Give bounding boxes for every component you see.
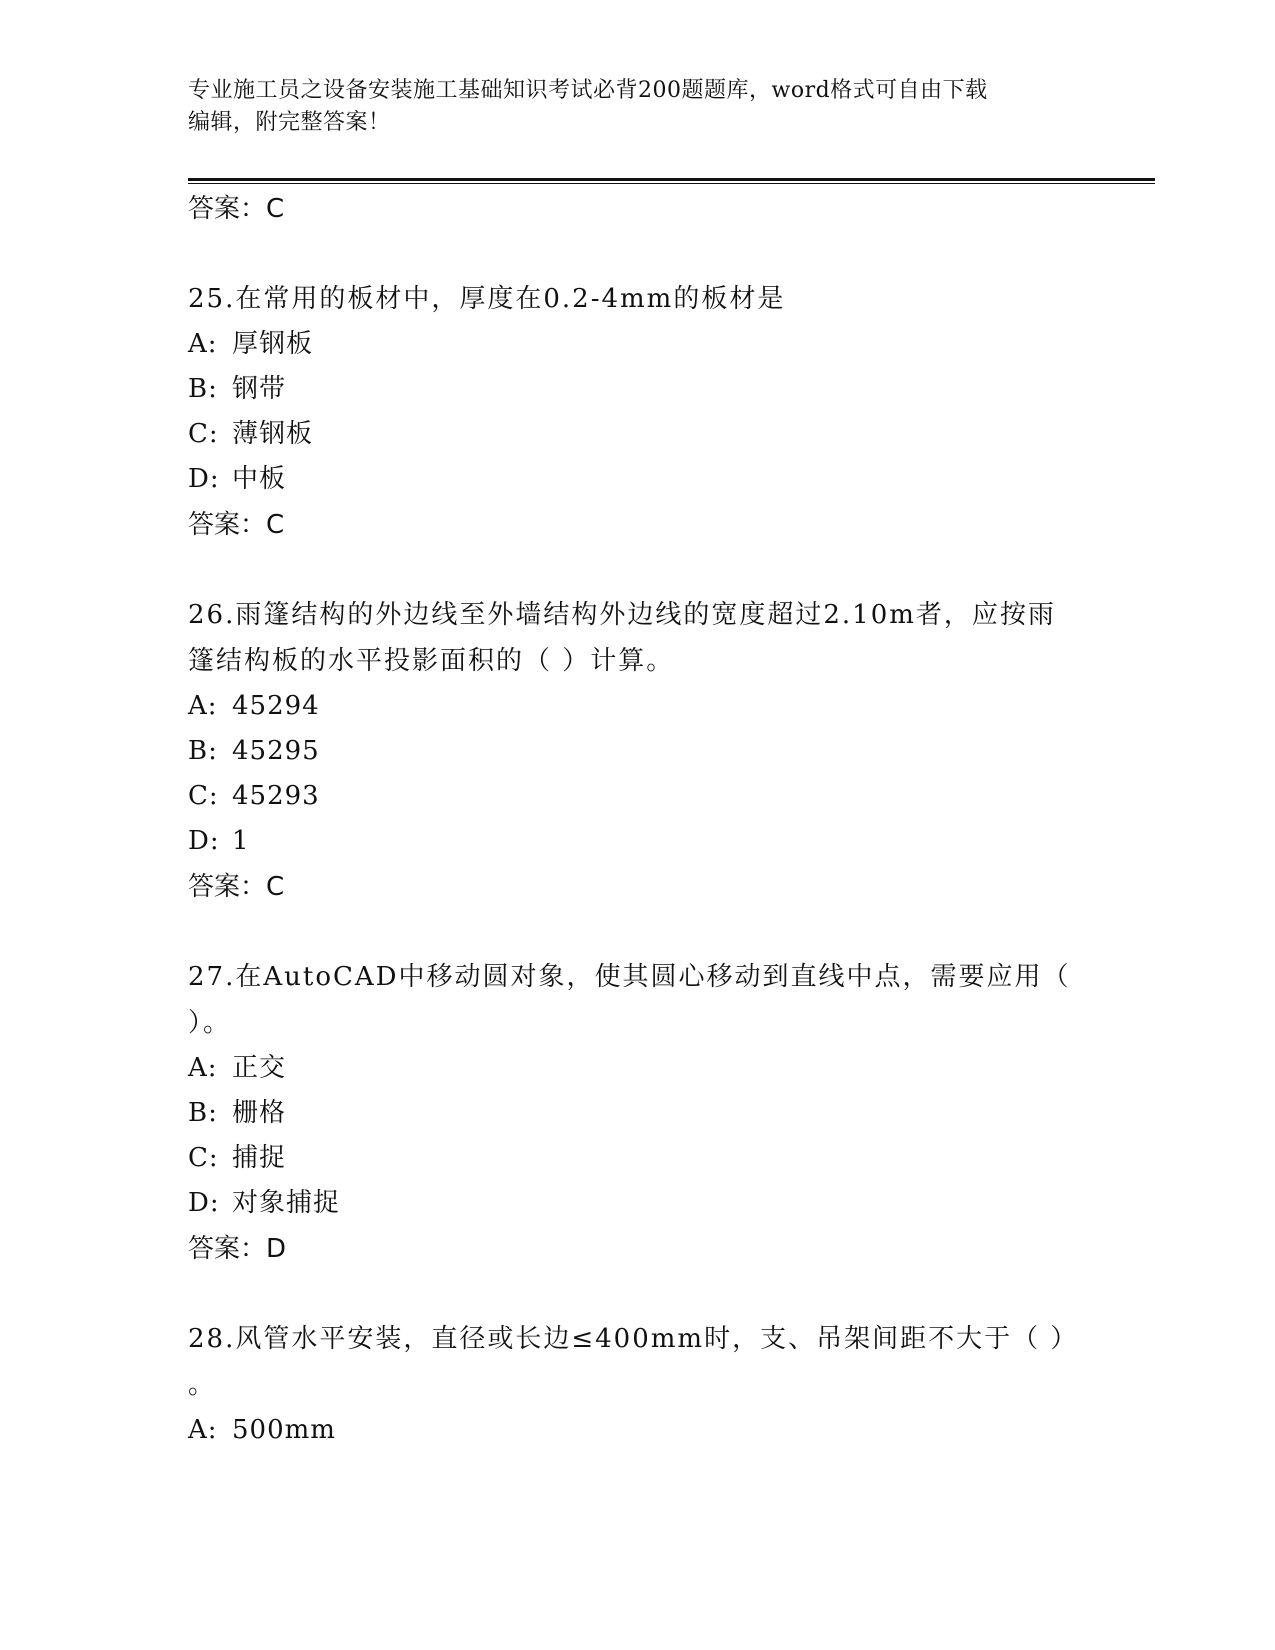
option-d xyxy=(188,457,1088,502)
option-text: 45294 xyxy=(232,691,320,721)
question-text-continued: ）。 xyxy=(188,1008,232,1038)
option-label: D: xyxy=(188,464,220,494)
question-block xyxy=(188,1316,1088,1453)
option-text: 45293 xyxy=(232,781,320,811)
option-text: 正交 xyxy=(232,1053,287,1083)
question-text-continued: 篷结构板的水平投影面积的（ ）计算。 xyxy=(188,646,675,676)
option-d xyxy=(188,1181,1088,1226)
option-text: 500mm xyxy=(232,1415,336,1445)
option-label: C: xyxy=(188,419,219,449)
question-text: 27.在AutoCAD中移动圆对象，使其圆心移动到直线中点，需要应用（ xyxy=(188,962,1071,992)
option-label: C: xyxy=(188,781,219,811)
option-a xyxy=(188,1046,1088,1091)
question-block xyxy=(188,276,1088,548)
document-header xyxy=(188,75,1068,139)
option-label: B: xyxy=(188,736,218,766)
header-line-1: 专业施工员之设备安装施工基础知识考试必背200题题库，word格式可自由下载 xyxy=(188,78,988,103)
option-c xyxy=(188,774,1088,819)
option-label: B: xyxy=(188,1098,218,1128)
option-a xyxy=(188,684,1088,729)
question-block xyxy=(188,954,1088,1272)
answer-line: 答案：D xyxy=(188,1234,287,1264)
option-text: 栅格 xyxy=(232,1098,287,1128)
question-text-continued: 。 xyxy=(188,1370,217,1400)
option-text: 中板 xyxy=(232,464,287,494)
option-text: 厚钢板 xyxy=(232,329,314,359)
option-text: 1 xyxy=(232,826,250,856)
option-text: 45295 xyxy=(232,736,320,766)
option-text: 对象捕捉 xyxy=(232,1188,341,1218)
option-label: D: xyxy=(188,1188,220,1218)
header-line-2: 编辑，附完整答案！ xyxy=(188,110,391,135)
spacer xyxy=(188,910,1088,954)
option-c xyxy=(188,1136,1088,1181)
question-block xyxy=(188,592,1088,910)
question-text: 28.风管水平安装，直径或长边≤400mm时，支、吊架间距不大于（ ） xyxy=(188,1324,1079,1354)
spacer xyxy=(188,1272,1088,1316)
option-label: D: xyxy=(188,826,220,856)
option-label: C: xyxy=(188,1143,219,1173)
option-label: A: xyxy=(188,691,218,721)
option-a xyxy=(188,1408,1088,1453)
option-label: A: xyxy=(188,1053,218,1083)
header-rule-thin xyxy=(188,183,1155,184)
option-text: 薄钢板 xyxy=(232,419,314,449)
answer-line: 答案：C xyxy=(188,194,285,224)
option-label: A: xyxy=(188,1415,218,1445)
option-d xyxy=(188,819,1088,864)
question-text: 26.雨篷结构的外边线至外墙结构外边线的宽度超过2.10m者，应按雨 xyxy=(188,600,1056,630)
option-text: 捕捉 xyxy=(232,1143,287,1173)
answer-line: 答案：C xyxy=(188,510,285,540)
option-c xyxy=(188,412,1088,457)
option-b xyxy=(188,729,1088,774)
document-body xyxy=(188,186,1088,1453)
spacer xyxy=(188,232,1088,276)
option-label: B: xyxy=(188,374,218,404)
spacer xyxy=(188,548,1088,592)
option-label: A: xyxy=(188,329,218,359)
answer-line: 答案：C xyxy=(188,872,285,902)
question-text: 25.在常用的板材中，厚度在0.2-4mm的板材是 xyxy=(188,284,786,314)
option-b xyxy=(188,367,1088,412)
option-text: 钢带 xyxy=(232,374,287,404)
header-rule-thick xyxy=(188,178,1155,181)
option-b xyxy=(188,1091,1088,1136)
option-a xyxy=(188,322,1088,367)
